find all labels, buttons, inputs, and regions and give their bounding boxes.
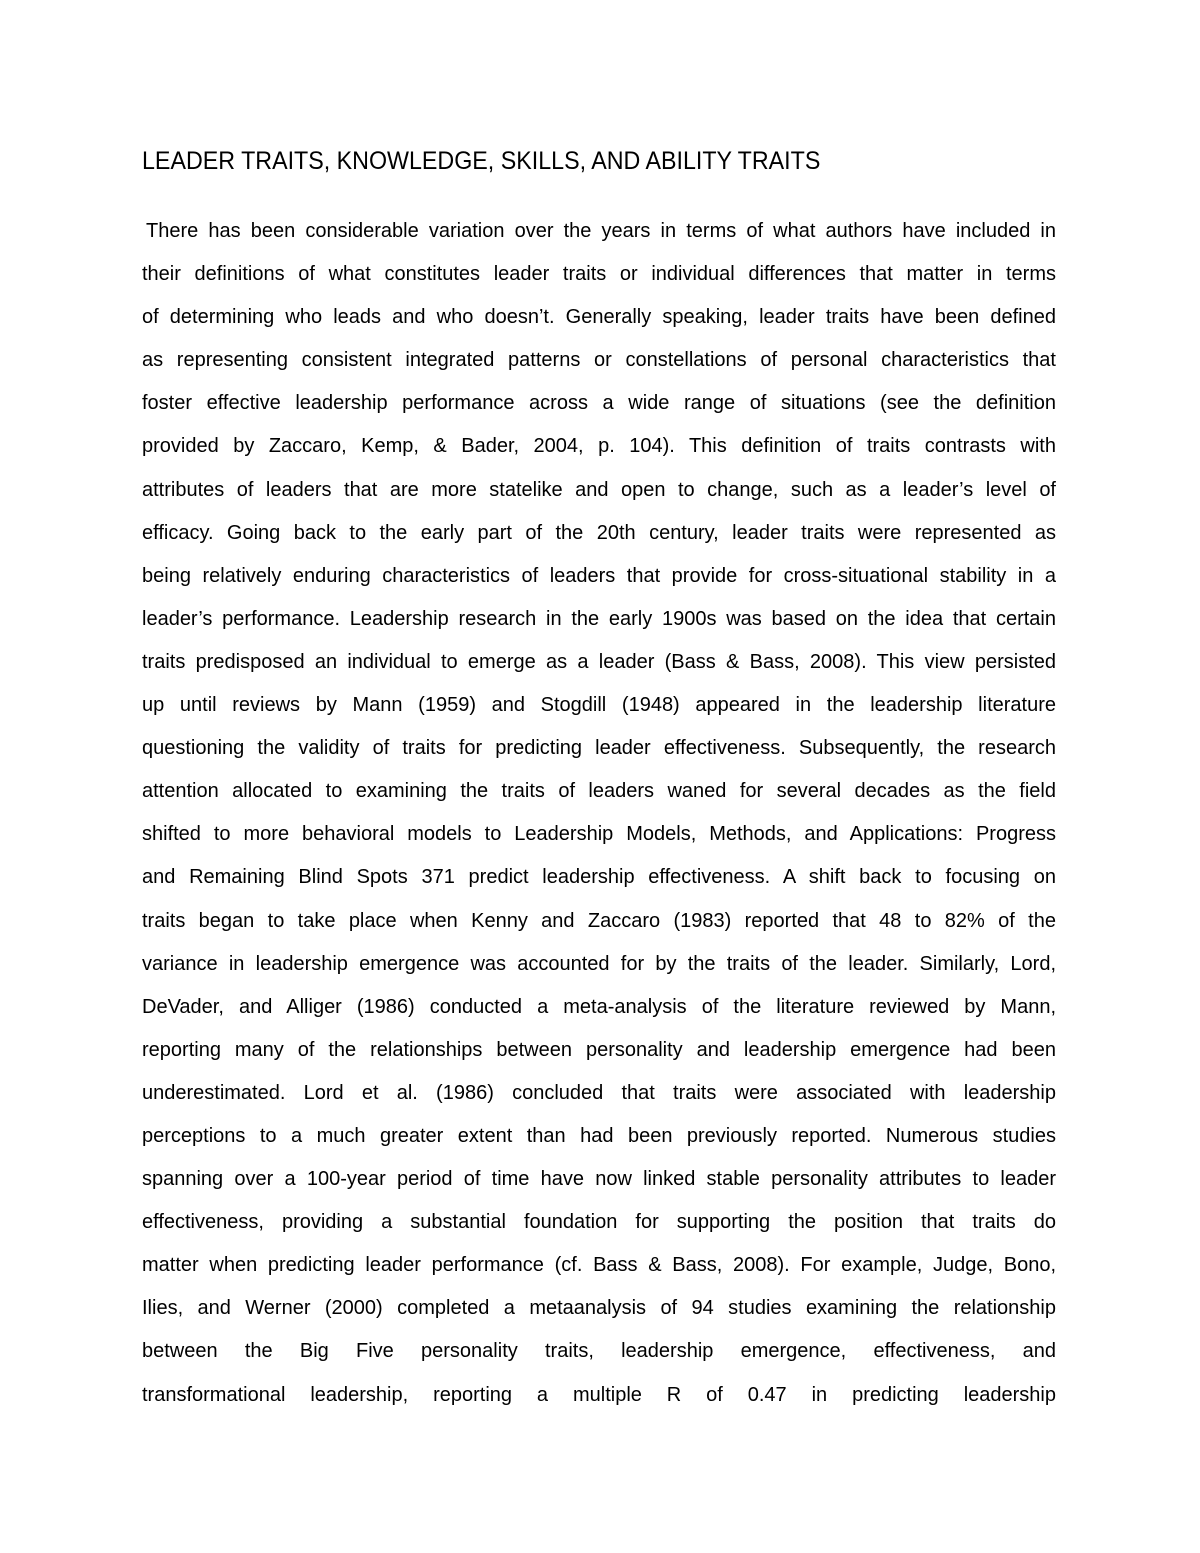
text-line: shifted to more behavioral models to Leadership Models, Methods, and Applications: Progress — [142, 823, 1056, 846]
text-line: effectiveness, providing a substantial foundation for supporting the position that traits do — [142, 1211, 1056, 1234]
text-line: their definitions of what constitutes leader traits or individual differences that matter in terms — [142, 263, 1056, 286]
text-line: and Remaining Blind Spots 371 predict leadership effectiveness. A shift back to focusing on — [142, 866, 1056, 889]
text-line: traits began to take place when Kenny and Zaccaro (1983) reported that 48 to 82% of the — [142, 909, 1056, 932]
text-line: underestimated. Lord et al. (1986) concluded that traits were associated with leadership — [142, 1081, 1056, 1104]
text-line: matter when predicting leader performance (cf. Bass & Bass, 2008). For example, Judge, Bono, — [142, 1254, 1056, 1277]
text-line: variance in leadership emergence was accounted for by the traits of the leader. Similarly, Lord, — [142, 952, 1056, 975]
text-line: There has been considerable variation over the years in terms of what authors have included in — [146, 220, 1056, 242]
text-line: transformational leadership, reporting a multiple R of 0.47 in predicting leadership — [142, 1383, 1056, 1406]
body-paragraph — [142, 214, 1056, 1421]
text-line: spanning over a 100-year period of time have now linked stable personality attributes to leader — [142, 1168, 1056, 1191]
text-line: efficacy. Going back to the early part of the 20th century, leader traits were represented as — [142, 521, 1056, 544]
text-line: of determining who leads and who doesn’t. Generally speaking, leader traits have been defined — [142, 306, 1056, 329]
text-line: perceptions to a much greater extent than had been previously reported. Numerous studies — [142, 1124, 1056, 1147]
text-line: Ilies, and Werner (2000) completed a metaanalysis of 94 studies examining the relationship — [142, 1297, 1056, 1320]
text-line: attributes of leaders that are more statelike and open to change, such as a leader’s level of — [142, 478, 1056, 501]
text-line: leader’s performance. Leadership research in the early 1900s was based on the idea that certain — [142, 607, 1056, 630]
document-heading: LEADER TRAITS, KNOWLEDGE, SKILLS, AND ABILITY TRAITS — [142, 147, 821, 175]
text-line: traits predisposed an individual to emerge as a leader (Bass & Bass, 2008). This view persisted — [142, 650, 1056, 673]
text-line: provided by Zaccaro, Kemp, & Bader, 2004, p. 104). This definition of traits contrasts with — [142, 435, 1056, 458]
text-line: foster effective leadership performance across a wide range of situations (see the definition — [142, 392, 1056, 415]
text-line: being relatively enduring characteristics of leaders that provide for cross-situational stability in a — [142, 564, 1056, 587]
text-line: as representing consistent integrated patterns or constellations of personal characteristics that — [142, 349, 1056, 372]
text-line: between the Big Five personality traits, leadership emergence, effectiveness, and — [142, 1340, 1056, 1363]
text-line: questioning the validity of traits for predicting leader effectiveness. Subsequently, the research — [142, 737, 1056, 760]
text-line: attention allocated to examining the traits of leaders waned for several decades as the field — [142, 780, 1056, 803]
text-line: DeVader, and Alliger (1986) conducted a meta-analysis of the literature reviewed by Mann, — [142, 995, 1056, 1018]
text-line: reporting many of the relationships between personality and leadership emergence had been — [142, 1038, 1056, 1061]
text-line: up until reviews by Mann (1959) and Stogdill (1948) appeared in the leadership literature — [142, 694, 1056, 717]
